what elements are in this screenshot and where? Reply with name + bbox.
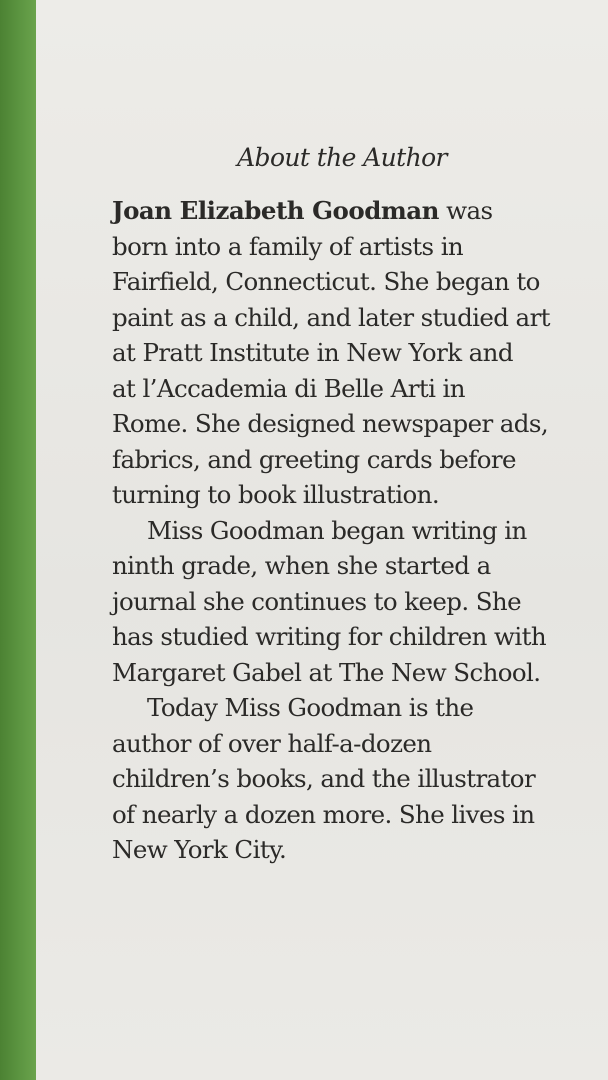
- text-line: fabrics, and greeting cards before: [112, 444, 516, 474]
- text-line: has studied writing for children with: [112, 622, 547, 651]
- text-line: born into a family of artists in: [112, 231, 464, 261]
- section-heading: About the Author: [237, 143, 447, 172]
- text-line: journal she continues to keep. She: [112, 586, 521, 616]
- text-line: Rome. She designed newspaper ads,: [112, 409, 549, 438]
- text-line: children’s books, and the illustrator: [112, 764, 536, 793]
- text-line-continuation: was: [438, 196, 493, 225]
- text-line: paint as a child, and later studied art: [112, 302, 550, 332]
- book-spine-edge: [0, 0, 36, 1080]
- about-the-author-section: [112, 140, 572, 868]
- text-line: turning to book illustration.: [112, 480, 440, 509]
- text-line: Miss Goodman began writing in: [147, 515, 527, 545]
- author-name: Joan Elizabeth Goodman: [112, 196, 439, 225]
- text-line: Margaret Gabel at The New School.: [112, 657, 541, 687]
- paragraph-3: [112, 690, 572, 868]
- text-line: author of over half-a-dozen: [112, 728, 432, 758]
- paragraph-1: [112, 193, 572, 513]
- text-line: [112, 193, 572, 229]
- text-line: at Pratt Institute in New York and: [112, 338, 513, 367]
- text-line: Fairfield, Connecticut. She began to: [112, 267, 540, 296]
- text-line: ninth grade, when she started a: [112, 551, 491, 580]
- text-line: New York City.: [112, 835, 287, 864]
- paragraph-2: [112, 513, 572, 691]
- text-line: at l’Accademia di Belle Arti in: [112, 373, 465, 403]
- text-line: Today Miss Goodman is the: [147, 693, 474, 722]
- text-line: of nearly a dozen more. She lives in: [112, 799, 535, 829]
- book-page: [36, 0, 608, 1080]
